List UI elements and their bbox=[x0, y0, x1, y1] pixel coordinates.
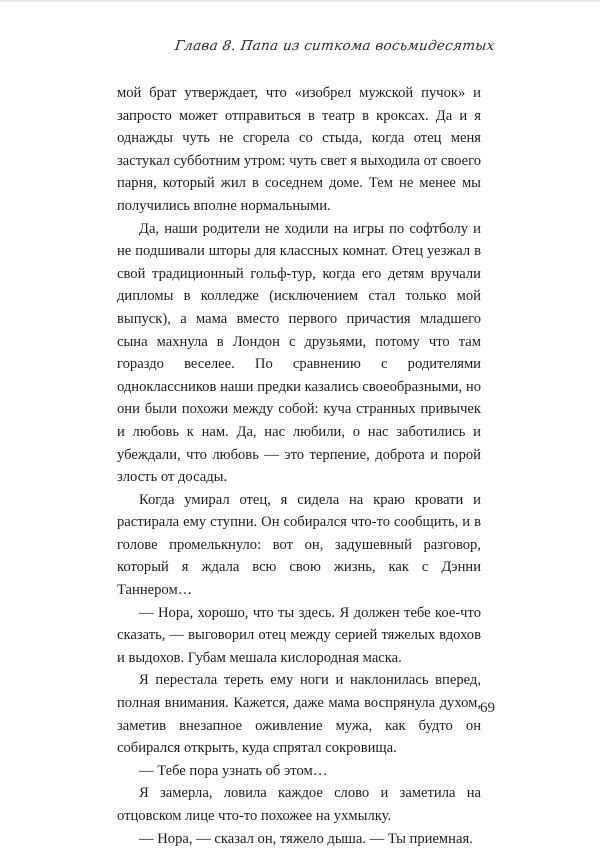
paragraph: Да, наши родители не ходили на игры по софтболу и не подшивали шторы для классных комнат. Отец уезжал в свой традиционный гольф-тур, когда его детям вручали дипломы в колледже (исключением стал только мой выпуск), а мама вместо первого причастия младшего сына махнула в Лондон с друзьями, потому что там гораздо веселее. По сравнению с родителями одноклассников наши предки казались своеобразными, но они были похожи между собой: куча странных привычек и любовь к нам. Да, нас любили, о нас заботились и убеждали, что любовь — это терпение, доброта и порой злость от досады. bbox=[117, 220, 481, 486]
dialogue-paragraph: — Тебе пора узнать об этом… bbox=[139, 762, 328, 779]
page-top-edge bbox=[0, 0, 600, 2]
paragraph-continued: мой брат утверждает, что «изобрел мужской пучок» и запросто может отправиться в театр в кроксах. Да и я однажды чуть не сгорела со стыда, когда отец меня застукал субботним утром: чуть свет я выходила от своего парня, который жил в соседнем доме. Тем не менее мы получились вполне нормальными. bbox=[117, 85, 481, 214]
page-body-text bbox=[117, 82, 481, 850]
running-header: Глава 8. Папа из ситкома восьмидесятых bbox=[174, 38, 497, 54]
page-number: 69 bbox=[480, 700, 495, 716]
paragraph: Я замерла, ловила каждое слово и заметила на отцовском лице что-то похожее на ухмылку. bbox=[117, 785, 481, 824]
dialogue-paragraph: — Нора, — сказал он, тяжело дыша. — Ты приемная. bbox=[139, 830, 473, 847]
paragraph: Я перестала тереть ему ноги и наклонилась вперед, полная внимания. Кажется, даже мама воспрянула духом, заметив внезапное оживление мужа, как будто он собирался открыть, куда спрятал сокровища. bbox=[117, 672, 481, 757]
paragraph: Когда умирал отец, я сидела на краю кровати и растирала ему ступни. Он собирался что-то сообщить, и в голове промелькнуло: вот он, задушевный разговор, который я ждала всю свою жизнь, как с Дэнни Таннером… bbox=[117, 491, 481, 599]
dialogue-paragraph: — Нора, хорошо, что ты здесь. Я должен тебе кое-что сказать, — выговорил отец между серией тяжелых вдохов и выдохов. Губам мешала кислородная маска. bbox=[117, 604, 481, 666]
